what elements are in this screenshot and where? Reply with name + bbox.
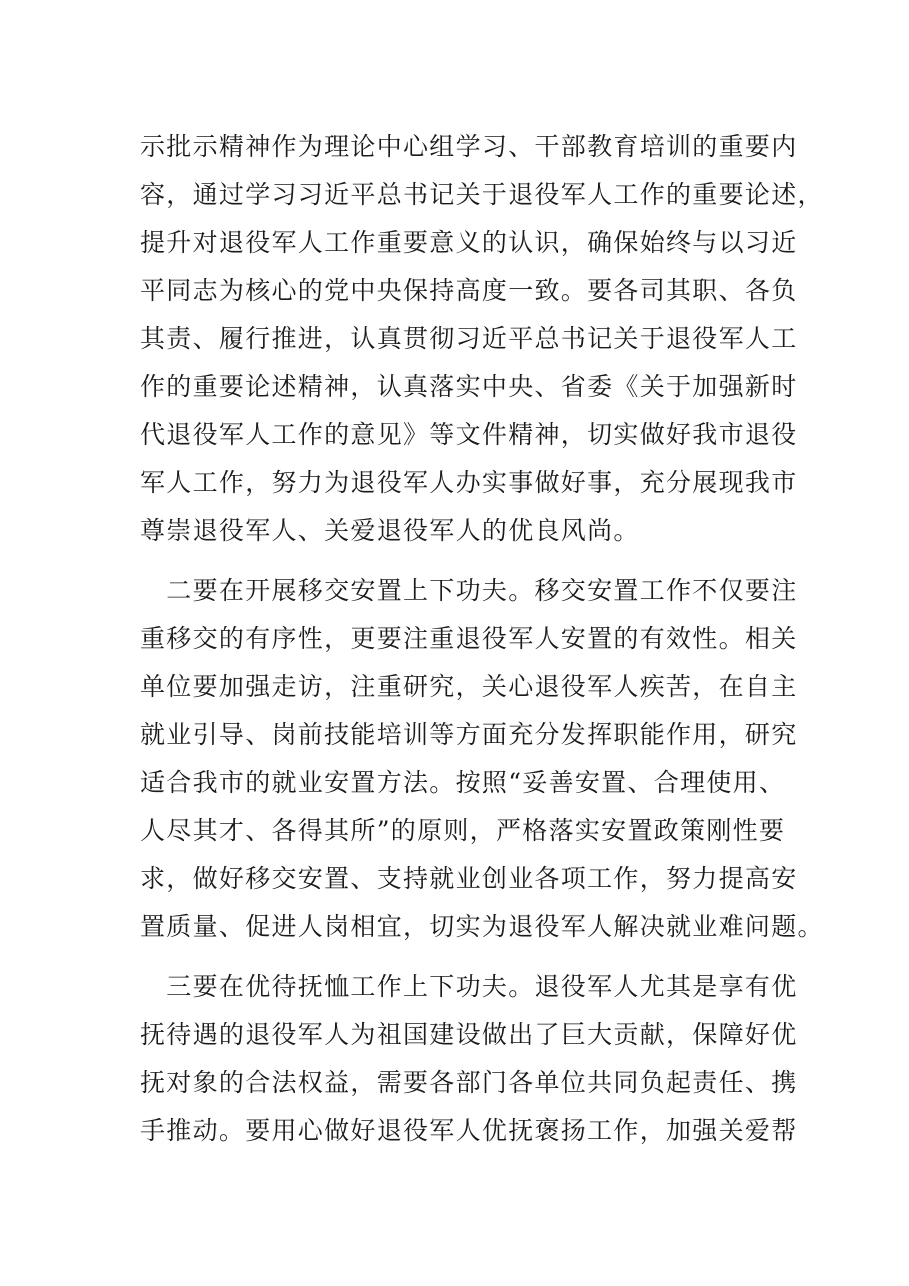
text-line: 尊崇退役军人、关爱退役军人的优良风尚。: [140, 516, 640, 545]
paragraph-1: [140, 123, 824, 555]
text-line: 代退役军人工作的意见》等文件精神，切实做好我市退役: [140, 420, 798, 449]
paragraph-2: [140, 567, 824, 951]
text-line: 其责、履行推进，认真贯彻习近平总书记关于退役军人工: [140, 324, 798, 353]
text-line: 示批示精神作为理论中心组学习、干部教育培训的重要内: [140, 132, 798, 161]
text-line: 单位要加强走访，注重研究，关心退役军人疾苦，在自主: [140, 672, 798, 701]
paragraph-spacer: [140, 555, 780, 567]
text-line: 置质量、促进人岗相宜，切实为退役军人解决就业难问题。: [140, 912, 824, 941]
text-line: 就业引导、岗前技能培训等方面充分发挥职能作用，研究: [140, 720, 798, 749]
text-line: 容，通过学习习近平总书记关于退役军人工作的重要论述，: [140, 180, 824, 209]
text-line: 平同志为核心的党中央保持高度一致。要各司其职、各负: [140, 276, 798, 305]
text-line: 作的重要论述精神，认真落实中央、省委《关于加强新时: [140, 372, 798, 401]
text-line: 重移交的有序性，更要注重退役军人安置的有效性。相关: [140, 624, 798, 653]
text-line: 人尽其才、各得其所”的原则，严格落实安置政策刚性要: [140, 816, 786, 845]
text-line: 军人工作，努力为退役军人办实事做好事，充分展现我市: [140, 468, 798, 497]
document-body: [140, 123, 824, 1155]
paragraph-spacer: [140, 951, 780, 963]
paragraph-3: [140, 963, 798, 1155]
text-line: 提升对退役军人工作重要意义的认识，确保始终与以习近: [140, 228, 798, 257]
text-line: 抚对象的合法权益，需要各部门各单位共同负起责任、携: [140, 1068, 798, 1097]
text-line: 适合我市的就业安置方法。按照“妥善安置、合理使用、: [140, 768, 786, 797]
text-line: 二要在开展移交安置上下功夫。移交安置工作不仅要注: [140, 576, 798, 605]
text-line: 手推动。要用心做好退役军人优抚褒扬工作，加强关爱帮: [140, 1116, 798, 1145]
text-line: 抚待遇的退役军人为祖国建设做出了巨大贡献，保障好优: [140, 1020, 798, 1049]
text-line: 求，做好移交安置、支持就业创业各项工作，努力提高安: [140, 864, 798, 893]
text-line: 三要在优待抚恤工作上下功夫。退役军人尤其是享有优: [140, 972, 798, 1001]
